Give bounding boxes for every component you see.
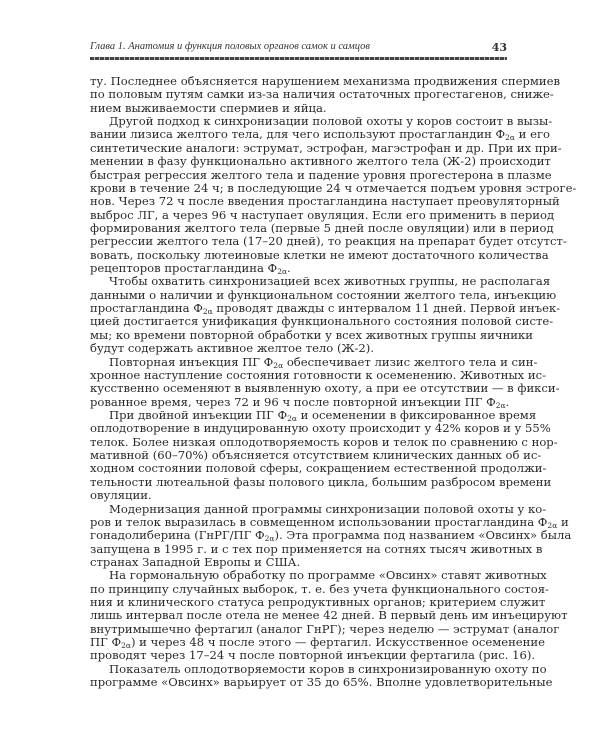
text-line: Повторная инъекция ПГ $Ф_{2\alpha}$ обеспечивает лизис желтого тела и син- (109, 354, 538, 370)
text-line: лишь интервал после отела не менее 42 дней. В первый день им инъецируют (90, 608, 568, 623)
text-line: ров и телок выразилась в совмещенном использовании простагландина $Ф_{2\alpha}$ и (90, 514, 569, 530)
text-line: запущена в 1995 г. и с тех пор применяется на сотнях тысяч животных в (90, 541, 543, 556)
text-line: овуляции. (90, 488, 152, 503)
text-line: На гормональную обработку по программе «Овсинх» ставят животных (109, 568, 547, 583)
text-line: гонадолиберина (ГнРГ/ПГ $Ф_{2\alpha}$). Эта программа под названием «Овсинх» была (90, 528, 572, 544)
subscript: 2α (121, 641, 131, 651)
text-line: мативной (60–70%) объясняется отсутствием клинических данных об ис- (90, 448, 542, 463)
text-line: рованное время, через 72 и 96 ч после повторной инъекции ПГ $Ф_{2\alpha}$. (90, 394, 510, 410)
text-line: быстрая регрессия желтого тела и падение уровня прогестерона в плазме (90, 167, 552, 182)
text-line: внутримышечно фертагил (аналог ГнРГ); через неделю — эструмат (аналог (90, 621, 560, 636)
text-line: данными о наличии и функциональном состоянии желтого тела, инъекцию (90, 287, 557, 302)
subscript: 2α (277, 267, 288, 277)
text-line: ту. Последнее объясняется нарушением механизма продвижения спермиев (90, 74, 561, 88)
page-number: 43 (491, 41, 507, 54)
text-line: по половым путям самки из-за наличия остаточных прогестагенов, сниже- (90, 87, 554, 102)
text-line: регрессии желтого тела (17–20 дней), то реакция на препарат будет отсутст- (90, 234, 567, 249)
text-line: ПГ $Ф_{2\alpha}$) и через 48 ч после этого — фертагил. Искусственное осеменение (90, 635, 545, 651)
subscript: 2α (264, 534, 275, 544)
text-line: Модернизация данной программы синхронизации половой охоты у ко- (109, 501, 547, 516)
text-line: проводят через 17–24 ч после повторной инъекции фертагила (рис. 16). (90, 648, 536, 663)
text-line: Другой подход к синхронизации половой охоты у коров состоит в вызы- (109, 114, 553, 129)
text-line: будут содержать активное желтое тело (Ж-2). (90, 341, 375, 356)
subscript: 2α (287, 413, 297, 423)
subscript: 2α (505, 133, 515, 143)
text-line: хронное наступление состояния готовности к осеменению. Животных ис- (90, 367, 547, 382)
text-line: синтетические аналоги: эструмат, эстрофан, магэстрофан и др. При их при- (90, 140, 562, 155)
text-line: цией достигается унификация функционального состояния половой систе- (90, 314, 554, 329)
text-line: рецепторов простагландина $Ф_{2\alpha}$. (90, 261, 291, 277)
text-line: крови в течение 24 ч; в последующие 24 ч отмечается подъем уровня эстроге- (90, 180, 577, 195)
text-line: кусственно осеменяют в выявленную охоту, а при ее отсутствии — в фикси- (90, 381, 560, 396)
text-line: ходном состоянии половой сферы, сокращением естественной продолжи- (90, 461, 547, 476)
text-line: телок. Более низкая оплодотворяемость коров и телок по сравнению с нор- (90, 434, 558, 449)
text-line: нов. Через 72 ч после введения простагландина наступает преовуляторный (90, 194, 560, 209)
subscript: 2α (547, 520, 558, 530)
text-line: оплодотворение в индуцированную охоту происходит у 42% коров и у 55% (90, 421, 551, 436)
text-line: менении в фазу функционально активного желтого тела (Ж-2) происходит (90, 154, 551, 169)
running-header (90, 41, 507, 55)
text-line: по принципу случайных выборок, т. е. без учета функционального состоя- (90, 581, 549, 596)
text-line: вании лизиса желтого тела, для чего используют простагландин $Ф_{2\alpha}$ и его (90, 127, 550, 143)
text-line: нием выживаемости спермиев и яйца. (90, 100, 327, 115)
text-line: тельности лютеальной фазы полового цикла, большим разбросом времени (90, 474, 552, 489)
text-line: Чтобы охватить синхронизацией всех животных группы, не располагая (109, 274, 551, 289)
subscript: 2α (495, 400, 506, 410)
subscript: 2α (273, 360, 284, 370)
text-line: При двойной инъекции ПГ $Ф_{2\alpha}$ и осеменении в фиксированное время (109, 407, 537, 423)
text-line: мы; ко времени повторной обработки у всех животных группы яичники (90, 327, 533, 342)
header-rule (90, 57, 507, 60)
text-line: формирования желтого тела (первые 5 дней после овуляции) или в период (90, 220, 554, 235)
text-line: программе «Овсинх» варьирует от 35 до 65%. Вполне удовлетворительные (90, 675, 553, 690)
subscript: 2α (202, 307, 213, 317)
text-line: Показатель оплодотворяемости коров в синхронизированную охоту по (109, 661, 547, 676)
text-line: вовать, поскольку лютеиновые клетки не имеют достаточного количества (90, 247, 549, 262)
text-line: выброс ЛГ, а через 96 ч наступает овуляция. Если его применить в период (90, 207, 555, 222)
text-line: странах Западной Европы и США. (90, 554, 301, 569)
text-line: простагландина $Ф_{2\alpha}$ проводят дважды с интервалом 11 дней. Первой инъек- (90, 301, 561, 317)
text-line: ния и клинического статуса репродуктивных органов; критерием служит (90, 595, 546, 610)
chapter-title: Глава 1. Анатомия и функция половых органов самок и самцов (90, 41, 370, 52)
